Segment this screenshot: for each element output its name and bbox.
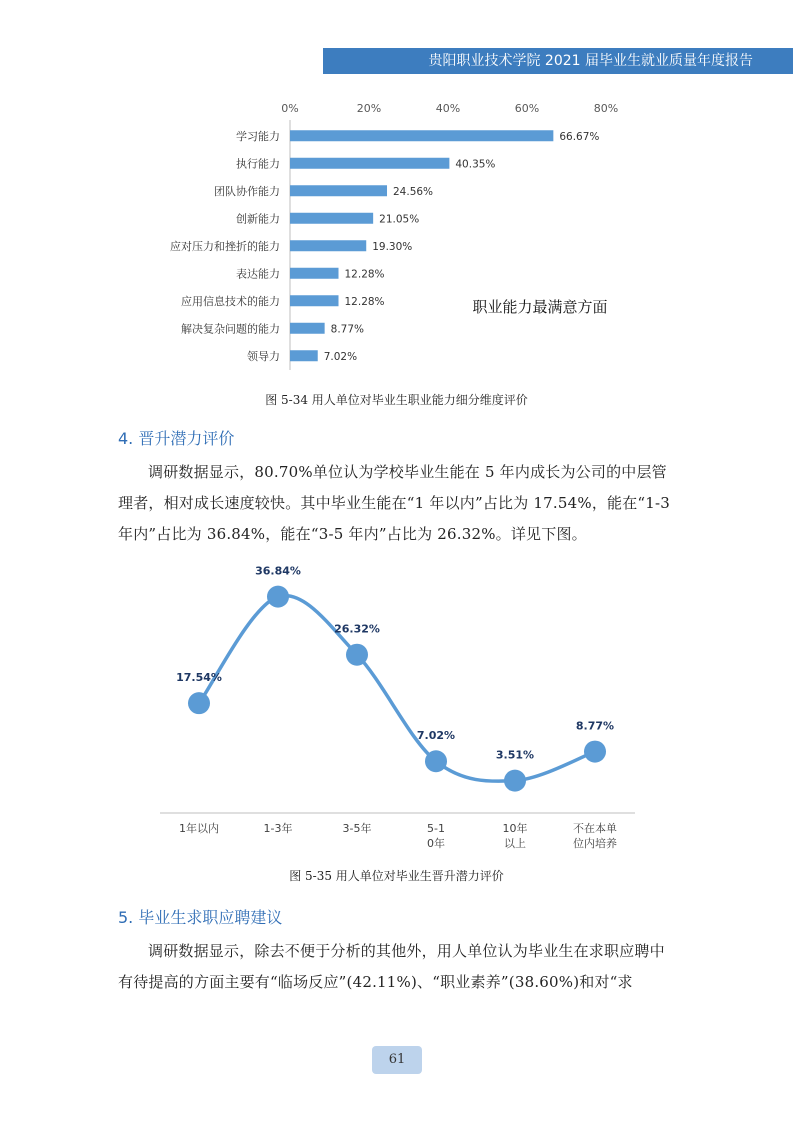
- series-line: [199, 596, 595, 782]
- category-label: 团队协作能力: [214, 184, 280, 198]
- data-label: 7.02%: [416, 729, 456, 743]
- data-label: 3.51%: [495, 748, 535, 762]
- data-label: 19.30%: [372, 240, 413, 253]
- x-category-label: 1年以内: [179, 822, 219, 835]
- data-point: [504, 770, 526, 792]
- bar: [290, 295, 339, 306]
- x-category-label: 5-1 0年: [427, 822, 445, 850]
- data-label: 21.05%: [379, 213, 420, 226]
- data-label: 12.28%: [344, 295, 385, 308]
- x-tick-label: 20%: [356, 102, 382, 115]
- bar: [290, 350, 318, 361]
- report-title: 贵阳职业技术学院 2021 届毕业生就业质量年度报告: [428, 53, 753, 69]
- section-heading: 5. 毕业生求职应聘建议: [118, 908, 283, 927]
- page-number: 61: [372, 1046, 422, 1074]
- category-label: 解决复杂问题的能力: [181, 322, 280, 336]
- bar: [290, 185, 387, 196]
- category-label: 创新能力: [236, 212, 280, 226]
- bar: [290, 323, 325, 334]
- category-label: 应对压力和挫折的能力: [170, 239, 280, 253]
- x-tick-label: 60%: [514, 102, 540, 115]
- data-label: 40.35%: [455, 158, 496, 171]
- paragraph: 调研数据显示，除去不便于分析的其他外，用人单位认为毕业生在求职应聘中有待提高的方面主要有“临场反应”(42.11%)、“职业素养”(38.60%)和对“求: [118, 942, 665, 991]
- x-category-label: 10年以上: [502, 822, 528, 850]
- section-heading: 4. 晋升潜力评价: [118, 429, 235, 448]
- category-label: 学习能力: [236, 129, 280, 143]
- data-point: [425, 750, 447, 772]
- category-label: 领导力: [247, 349, 280, 363]
- data-label: 8.77%: [330, 323, 365, 336]
- data-label: 36.84%: [255, 564, 301, 578]
- x-tick-label: 80%: [593, 102, 619, 115]
- x-tick-label: 0%: [281, 102, 299, 115]
- data-label: 12.28%: [344, 268, 385, 281]
- bar: [290, 158, 449, 169]
- bar: [290, 240, 366, 251]
- bar: [290, 130, 553, 141]
- data-point: [267, 586, 289, 608]
- data-label: 24.56%: [393, 185, 434, 198]
- category-label: 应用信息技术的能力: [181, 294, 280, 308]
- bar: [290, 268, 339, 279]
- x-category-label: 不在本单位内培养: [573, 822, 617, 850]
- data-label: 8.77%: [575, 719, 615, 733]
- paragraph: 调研数据显示，80.70%单位认为学校毕业生能在 5 年内成长为公司的中层管理者，相对成长速度较快。其中毕业生能在“1 年以内”占比为 17.54%，能在“1-3 年内”占比为 36.84%，能在“3-5 年内”占比为 26.32%。详见下图。: [118, 463, 671, 543]
- data-point: [188, 692, 210, 714]
- x-tick-label: 40%: [435, 102, 461, 115]
- header-bar: [323, 48, 793, 74]
- category-label: 执行能力: [236, 157, 280, 171]
- category-label: 表达能力: [236, 267, 280, 281]
- data-point: [584, 741, 606, 763]
- data-label: 7.02%: [323, 350, 358, 363]
- ability-bar-chart: [0, 90, 793, 470]
- chart-title: 职业能力最满意方面: [472, 298, 608, 316]
- promotion-line-chart: [0, 555, 793, 855]
- figure-caption-5-34: 图 5-34 用人单位对毕业生职业能力细分维度评价: [265, 393, 528, 407]
- x-category-label: 3-5年: [342, 822, 372, 835]
- bar: [290, 213, 373, 224]
- figure-caption-5-35: 图 5-35 用人单位对毕业生晋升潜力评价: [289, 869, 504, 883]
- data-point: [346, 644, 368, 666]
- x-category-label: 1-3年: [263, 822, 293, 835]
- data-label: 17.54%: [176, 671, 222, 685]
- data-label: 66.67%: [559, 130, 600, 143]
- data-label: 26.32%: [334, 622, 380, 636]
